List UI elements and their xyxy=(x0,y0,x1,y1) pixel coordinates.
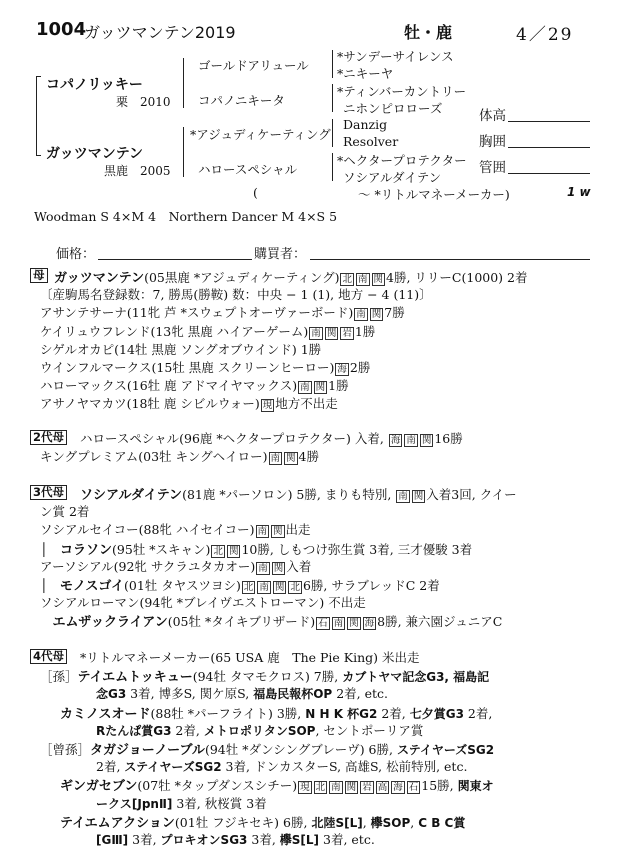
region-badge: 北 xyxy=(243,582,254,593)
section-line xyxy=(40,520,311,538)
region-badge: 現 xyxy=(300,782,310,794)
region-badge: 南 xyxy=(311,327,321,339)
record-text: ［孫］ xyxy=(40,669,78,685)
chest-label: 胸囲 xyxy=(479,134,506,150)
section-line xyxy=(40,757,467,775)
record-text: ハロースペシャル(96鹿 *ヘクタープロテクター) 入着, xyxy=(80,431,388,446)
record-text: 16勝 xyxy=(434,431,463,446)
section-line xyxy=(40,575,440,594)
region-badge: 高 xyxy=(377,782,388,794)
record-text: (94牡 *ダンシングブレーヴ) 6勝, xyxy=(204,742,397,757)
record-text: 2着, xyxy=(463,705,493,721)
g3-6: Resolver xyxy=(343,134,399,149)
region-badge: 海 xyxy=(337,364,347,375)
record-text: アーソシアル(92牝 サクラユタカオー) xyxy=(40,558,256,574)
race-title: 七夕賞G3 xyxy=(409,706,464,721)
weight-note: 1 w xyxy=(567,185,591,199)
section-line xyxy=(40,684,388,702)
horse-name: ガッツマンテン xyxy=(54,271,145,286)
chest-field[interactable] xyxy=(508,147,590,148)
record-text: ケイリュウフレンド(13牝 黒鹿 ハイアーゲーム) xyxy=(40,323,309,339)
race-title: プロキオンSG3 xyxy=(160,833,248,847)
pedigree-extra-open: ( xyxy=(253,185,258,200)
record-text: 6勝, サラブレッドC 2着 xyxy=(302,578,440,593)
horse-name: ソシアルダイテン xyxy=(80,488,183,503)
record-text: (01牡 タヤスツヨシ) xyxy=(124,578,241,593)
region-badge: 岩 xyxy=(342,327,352,339)
record-text: 3着, 秋桜賞 3着 xyxy=(172,795,267,811)
region-badge: 南 xyxy=(258,562,268,574)
buyer-label: 購買者： xyxy=(254,247,307,262)
record-text: *リトルマネーメーカー(65 USA 鹿 The Pie King) 米出走 xyxy=(80,650,420,665)
section-line xyxy=(40,830,375,848)
horse-name: ギンガセブン xyxy=(60,779,138,795)
price-field[interactable] xyxy=(98,259,252,260)
record-text: 入着 xyxy=(286,558,312,574)
region-badge: 関 xyxy=(286,453,296,465)
race-title: ークス[JpnⅡ] xyxy=(96,796,173,811)
record-text: シゲルオカピ(14牡 黒鹿 ソングオブウインド) 1勝 xyxy=(40,341,322,357)
region-badge: 南 xyxy=(300,382,310,394)
record-text: (05黒鹿 *アジュディケーティング) xyxy=(144,270,340,285)
region-badge: 北 xyxy=(342,274,352,285)
horse-label: ガッツマンテン2019 xyxy=(84,23,236,42)
cannon-label: 管囲 xyxy=(479,160,506,176)
section-line xyxy=(40,539,472,558)
record-text: (81鹿 *パーソロン) 5勝, まりも特別, xyxy=(182,487,396,502)
region-badge: 南 xyxy=(259,582,269,593)
buyer-field[interactable] xyxy=(310,259,590,260)
region-badge: 関 xyxy=(346,782,357,794)
dam-name: ガッツマンテン xyxy=(46,146,144,162)
record-text: 2着, etc. xyxy=(332,686,388,702)
g3-2: *ニキーヤ xyxy=(337,66,394,81)
record-text: 7勝 xyxy=(384,305,405,321)
region-badge: 関 xyxy=(326,327,337,339)
region-badge: 北 xyxy=(213,545,223,557)
record-text: 3着, xyxy=(247,832,280,847)
sex-color: 牡・鹿 xyxy=(404,23,453,42)
cannon-field[interactable] xyxy=(508,173,590,174)
region-badge: 南 xyxy=(356,309,366,321)
g3-7: *ヘクタープロテクター xyxy=(337,153,467,168)
section-line xyxy=(40,666,489,685)
record-text: ハローマックス(16牡 鹿 アドマイヤマックス) xyxy=(40,378,298,394)
region-badge: 関 xyxy=(349,618,359,630)
record-text: (05牡 *タイキブリザード) xyxy=(167,614,316,630)
record-text: ウインフルマークス(15牡 黒鹿 スクリーンヒーロー) xyxy=(40,360,335,375)
region-badge: 北 xyxy=(290,582,300,593)
record-text xyxy=(40,614,53,629)
section-line xyxy=(80,429,463,447)
section-line xyxy=(40,703,492,722)
record-text: 1勝 xyxy=(328,378,349,394)
region-badge: 南 xyxy=(270,453,281,465)
dam-color-year: 黒鹿 2005 xyxy=(104,164,171,178)
record-text: ン賞 2着 xyxy=(40,504,90,520)
inbreeding: Woodman S 4×M 4 Northern Dancer M 4×S 5 xyxy=(34,209,338,224)
region-badge: 石 xyxy=(408,782,419,794)
g3-bracket-3 xyxy=(332,119,333,147)
lot-number: 1004 xyxy=(36,19,87,40)
section-line xyxy=(40,739,494,758)
section-line xyxy=(40,593,366,611)
region-badge: 関 xyxy=(228,545,239,557)
height-field[interactable] xyxy=(508,121,590,122)
section-label: 2代母 xyxy=(30,430,67,445)
section-line xyxy=(80,484,517,503)
region-badge: 海 xyxy=(364,618,375,630)
record-text: 地方不出走 xyxy=(275,396,338,412)
record-text: , セントポーリア賞 xyxy=(315,722,424,738)
section-line xyxy=(40,502,89,520)
record-text: アサンテサーナ(11牝 芦 *スウェプトオーヴァーボード) xyxy=(40,305,354,321)
pedigree-outer-bracket xyxy=(36,76,41,156)
record-text: アサノヤマカツ(18牡 鹿 シビルウォー) xyxy=(40,396,260,412)
race-title: 福島民報杯OP xyxy=(253,687,333,702)
dam-dam: ハロースペシャル xyxy=(198,162,298,177)
record-text: 2着, xyxy=(96,759,125,775)
region-badge: 関 xyxy=(273,526,283,538)
region-badge: 現 xyxy=(262,400,273,412)
race-title: メトロポリタンSOP xyxy=(203,723,316,738)
record-text: ソシアルセイコー(88牝 ハイセイコー) xyxy=(40,522,255,538)
horse-name: タガジョーノーブル xyxy=(90,743,205,758)
record-text: 2着, xyxy=(377,705,410,721)
region-badge: 南 xyxy=(257,526,268,538)
record-text: 2勝 xyxy=(349,360,371,375)
record-text: キングプレミアム(03牡 キングヘイロー) xyxy=(40,449,268,465)
record-text: │ xyxy=(40,578,61,593)
record-text: 3着, 博多S, 関ケ原S, xyxy=(126,686,254,702)
race-title: [GⅢ] xyxy=(96,833,129,847)
record-text: , xyxy=(410,814,419,830)
section-line xyxy=(40,358,370,376)
region-badge: 関 xyxy=(274,582,285,593)
horse-name: モノスゴイ xyxy=(60,579,124,594)
section-line xyxy=(40,447,319,465)
section-label: 母 xyxy=(30,268,48,283)
g3-4: ニホンピロローズ xyxy=(343,101,443,116)
g3-8: ソシアルダイテン xyxy=(343,170,442,185)
region-badge: 南 xyxy=(358,274,368,285)
section-line xyxy=(40,611,502,630)
record-text: 4勝 xyxy=(298,449,319,465)
race-title: 北陸S[L] xyxy=(311,815,363,830)
section-line xyxy=(40,775,494,794)
record-text: ［曾孫］ xyxy=(40,742,91,757)
region-badge: 関 xyxy=(273,562,284,574)
section-line xyxy=(40,303,405,321)
section-line xyxy=(40,721,423,739)
region-badge: 関 xyxy=(373,274,384,285)
section-label: 4代母 xyxy=(30,649,67,664)
dam-bracket xyxy=(183,127,184,177)
sire-name: コパノリッキー xyxy=(46,77,143,93)
record-text: 15勝, xyxy=(421,778,458,794)
section-line xyxy=(40,376,349,394)
sire-bracket xyxy=(183,58,184,108)
section-line xyxy=(40,340,321,358)
pedigree-extra-line: 〜 *リトルマネーメーカー) xyxy=(358,187,510,202)
race-title: N H K 杯G2 xyxy=(305,706,378,721)
horse-name: テイエムアクション xyxy=(60,815,175,831)
record-text: , xyxy=(362,814,371,830)
g3-3: *ティンバーカントリー xyxy=(337,84,467,99)
record-text: 8勝, 兼六園ジュニアC xyxy=(377,614,503,630)
sire-color-year: 栗 2010 xyxy=(116,95,171,109)
horse-name: カミノスオード xyxy=(60,706,151,722)
section-line xyxy=(40,394,338,412)
region-badge: 南 xyxy=(398,491,408,502)
section-line xyxy=(40,812,465,831)
g3-bracket-2 xyxy=(332,84,333,112)
race-title: 欅SOP xyxy=(370,815,411,830)
horse-name: テイエムトッキュー xyxy=(77,670,193,686)
record-text: 3着, xyxy=(128,832,161,847)
section-line xyxy=(40,794,267,812)
region-badge: 関 xyxy=(421,435,432,446)
region-badge: 北 xyxy=(315,782,326,794)
race-title: Rたんぱ賞G3 xyxy=(96,723,172,738)
region-badge: 岩 xyxy=(362,782,372,794)
record-text: 1勝 xyxy=(354,323,376,339)
horse-name: エムザックライアン xyxy=(52,615,168,631)
section-line xyxy=(40,285,432,303)
region-badge: 南 xyxy=(331,782,341,794)
region-badge: 関 xyxy=(413,491,424,502)
record-text: 2着, xyxy=(171,722,204,738)
race-title: ステイヤーズSG2 xyxy=(124,760,222,775)
region-badge: 関 xyxy=(371,309,382,321)
g3-bracket-4 xyxy=(332,153,333,181)
g3-1: *サンデーサイレンス xyxy=(337,49,454,64)
region-badge: 関 xyxy=(315,382,326,394)
record-text: 出走 xyxy=(285,522,311,538)
section-line xyxy=(40,322,375,340)
race-title: 関東オ xyxy=(457,779,494,794)
sire-sire: ゴールドアリュール xyxy=(198,58,309,73)
region-badge: 石 xyxy=(318,618,328,630)
section-line xyxy=(54,267,528,286)
sire-dam: コパノニキータ xyxy=(198,93,285,108)
region-badge: 南 xyxy=(333,618,344,630)
region-badge: 南 xyxy=(406,435,416,446)
g3-5: Danzig xyxy=(343,117,388,132)
dam-sire: *アジュディケーティング xyxy=(190,127,331,142)
record-text: 〔産駒馬名登録数：7, 勝馬(勝鞍) 数：中央 − 1 (1), 地方 − 4 (11)〕 xyxy=(40,287,432,303)
height-label: 体高 xyxy=(479,108,506,124)
record-text: 4勝, リリーC(1000) 2着 xyxy=(386,270,528,285)
record-text: (95牡 *スキャン) xyxy=(112,541,211,557)
record-text: │ xyxy=(40,541,61,557)
race-title: カブトヤマ記念G3, 福島記 xyxy=(342,670,490,685)
section-line xyxy=(80,648,420,666)
race-title: 欅S[L] xyxy=(279,833,320,847)
record-text: (94牡 タマモクロス) 7勝, xyxy=(192,669,343,685)
horse-name: コラソン xyxy=(60,542,113,558)
record-text: 3着, etc. xyxy=(319,832,375,847)
section-line xyxy=(40,557,311,575)
g3-bracket-1 xyxy=(332,50,333,78)
section-label: 3代母 xyxy=(30,485,67,500)
record-text: 10勝, しもつけ弥生賞 3着, 三才優駿 3着 xyxy=(241,541,473,557)
price-label: 価格： xyxy=(56,247,96,262)
race-title: ステイヤーズSG2 xyxy=(396,743,495,757)
record-text: 入着3回, クイー xyxy=(426,487,517,502)
birth-date: 4／29 xyxy=(516,25,574,45)
race-title: C B C賞 xyxy=(418,815,466,830)
record-text: (88牡 *パーフライト) 3勝, xyxy=(150,705,306,721)
record-text: (01牡 フジキセキ) 6勝, xyxy=(174,814,312,830)
race-title: 念G3 xyxy=(96,687,127,702)
region-badge: 海 xyxy=(390,435,401,446)
record-text: ソシアルローマン(94牝 *ブレイヴエストローマン) 不出走 xyxy=(40,595,366,611)
record-text: (07牡 *タップダンスシチー) xyxy=(137,778,298,794)
region-badge: 海 xyxy=(393,782,403,794)
record-text: 3着, ドンカスターS, 高雄S, 松前特別, etc. xyxy=(221,759,468,775)
